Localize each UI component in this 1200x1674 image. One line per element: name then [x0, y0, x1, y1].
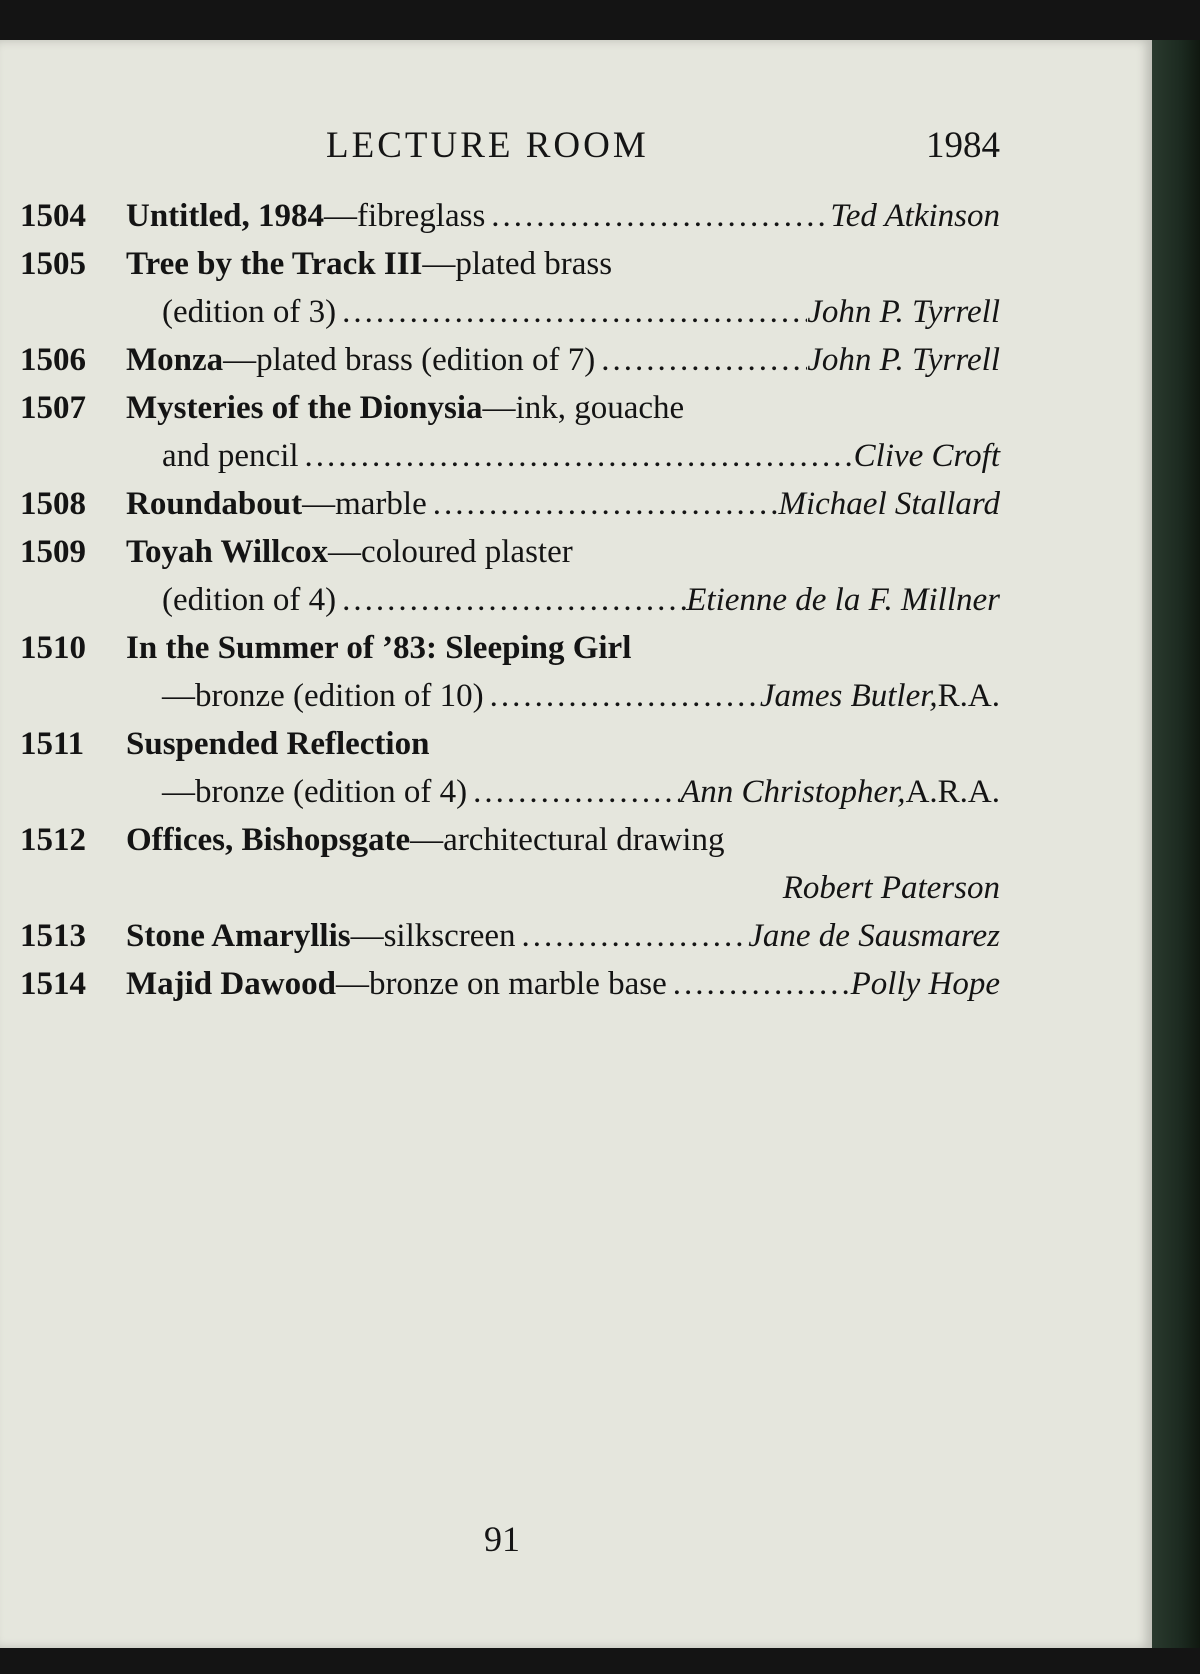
work-medium: —plated brass: [422, 246, 613, 282]
work-title: Monza: [126, 342, 224, 378]
leader-dots: [427, 486, 779, 523]
work-medium: —architectural drawing: [410, 822, 725, 858]
work-medium: —marble: [302, 486, 427, 522]
catalogue-entry-continuation: [20, 774, 1000, 820]
artist-name: James Butler,: [759, 678, 938, 714]
catalogue-number: 1506: [20, 342, 86, 378]
catalogue-entry: [20, 390, 1000, 436]
work-title: Offices, Bishopsgate: [126, 822, 411, 858]
work-title: Untitled, 1984: [126, 198, 324, 234]
artist-name: Ann Christopher,: [680, 774, 906, 810]
work-medium-continued: —bronze (edition of 10): [162, 678, 484, 714]
catalogue-number: 1509: [20, 534, 86, 570]
leader-dots: [467, 774, 680, 811]
academy-suffix: R.A.: [937, 678, 1000, 714]
section-title: LECTURE ROOM: [326, 125, 649, 166]
book-spine: [1152, 40, 1200, 1648]
work-medium: —coloured plaster: [328, 534, 573, 570]
artist-name: Ted Atkinson: [830, 198, 1000, 234]
catalogue-entry: [20, 726, 1000, 772]
leader-dots: [336, 582, 686, 619]
leader-dots: [667, 966, 851, 1003]
catalogue-number: 1511: [20, 726, 85, 762]
catalogue-entry: [20, 486, 1000, 532]
catalogue-entry: [20, 966, 1000, 1012]
leader-dots: [299, 438, 854, 475]
catalogue-number: 1504: [20, 198, 86, 234]
catalogue-number: 1513: [20, 918, 86, 954]
catalogue-entry-continuation: [20, 582, 1000, 628]
artist-name: Robert Paterson: [782, 870, 1000, 906]
work-medium-continued: (edition of 4): [162, 582, 337, 618]
catalogue-number: 1507: [20, 390, 86, 426]
page-number: 91: [484, 1519, 520, 1559]
artist-name: John P. Tyrrell: [807, 294, 1000, 330]
leader-dots: [336, 294, 807, 331]
catalogue-number: 1514: [20, 966, 86, 1002]
catalogue-number: 1510: [20, 630, 86, 666]
work-medium: —plated brass (edition of 7): [223, 342, 596, 378]
work-medium: —fibreglass: [324, 198, 486, 234]
catalogue-entry-continuation: [20, 438, 1000, 484]
work-medium: —silkscreen: [350, 918, 516, 954]
work-medium: —bronze on marble base: [335, 966, 667, 1002]
leader-dots: [595, 342, 807, 379]
catalogue-entry-continuation: [20, 678, 1000, 724]
artist-name: John P. Tyrrell: [807, 342, 1000, 378]
artist-name: Michael Stallard: [778, 486, 1000, 522]
academy-suffix: A.R.A.: [905, 774, 1000, 810]
catalogue-number: 1505: [20, 246, 86, 282]
leader-dots: [516, 918, 749, 955]
work-title: In the Summer of ’83: Sleeping Girl: [126, 630, 632, 666]
catalogue-entry: [20, 246, 1000, 292]
leader-dots: [485, 198, 830, 235]
work-medium-continued: and pencil: [162, 438, 299, 474]
work-title: Stone Amaryllis: [126, 918, 351, 954]
work-title: Majid Dawood: [126, 966, 336, 1002]
work-medium-continued: (edition of 3): [162, 294, 337, 330]
year-label: 1984: [926, 125, 1000, 166]
work-medium: —ink, gouache: [482, 390, 685, 426]
catalogue-entry: [20, 342, 1000, 388]
work-title: Suspended Reflection: [126, 726, 430, 762]
catalogue-entry: [20, 534, 1000, 580]
work-title: Tree by the Track III: [126, 246, 423, 282]
catalogue-entry-continuation: [20, 870, 1000, 916]
catalogue-number: 1512: [20, 822, 86, 858]
artist-name: Jane de Sausmarez: [748, 918, 1000, 954]
work-title: Toyah Willcox: [126, 534, 329, 570]
artist-name: Polly Hope: [850, 966, 1000, 1002]
catalogue-entry: [20, 198, 1000, 244]
catalogue-entry: [20, 822, 1000, 868]
work-title: Roundabout: [126, 486, 303, 522]
artist-name: Clive Croft: [853, 438, 1000, 474]
catalogue-entry-continuation: [20, 294, 1000, 340]
catalogue-entry: [20, 630, 1000, 676]
work-title: Mysteries of the Dionysia: [126, 390, 483, 426]
catalogue-entry: [20, 918, 1000, 964]
catalogue-number: 1508: [20, 486, 86, 522]
work-medium-continued: —bronze (edition of 4): [162, 774, 468, 810]
artist-name: Etienne de la F. Millner: [686, 582, 1000, 618]
leader-dots: [484, 678, 760, 715]
